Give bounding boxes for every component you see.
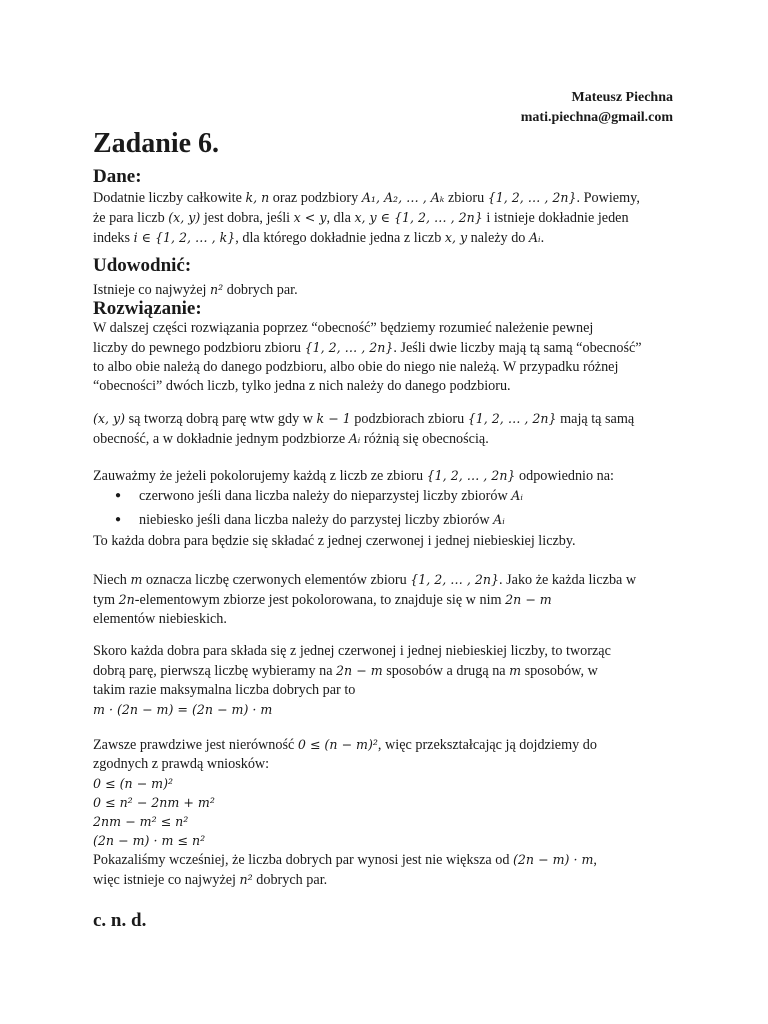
udowodnic-text: Istnieje co najwyżej n² dobrych par. xyxy=(93,282,298,298)
udowodnic-heading: Udowodnić: xyxy=(93,255,192,276)
paragraph-6: Skoro każda dobra para składa się z jednej czerwonej i jednej niebieskiej liczby, to tworząc dobrą parę, pierwszą liczbę wybieramy na 2n − m sposobów a drugą na m sposobów, w takim razie maksymalna liczba dobrych par to m · (2n − m) = (2n − m) · m xyxy=(93,642,683,719)
equation: 2nm − m² ≤ n² xyxy=(93,814,189,829)
list-item: ● niebiesko jeśli dana liczba należy do parzystej liczby zbiorów Aᵢ xyxy=(93,509,683,533)
dane-heading: Dane: xyxy=(93,166,142,187)
paragraph-5: Niech m oznacza liczbę czerwonych elementów zbioru {1, 2, … , 2n}. Jako że każda liczba w tym 2n-elementowym zbiorze jest pokolorowana, to znajduje się w nim 2n − m elementów niebieskich. xyxy=(93,572,637,627)
color-list xyxy=(93,485,683,533)
list-item: ● czerwono jeśli dana liczba należy do nieparzystej liczby zbiorów Aᵢ xyxy=(93,485,683,509)
rozwiazanie-heading: Rozwiązanie: xyxy=(93,298,202,319)
equation: m · (2n − m) = (2n − m) · m xyxy=(93,702,273,717)
paragraph-2: (x, y) są tworzą dobrą parę wtw gdy w k − 1 podzbiorach zbioru {1, 2, … , 2n} mają tą samą obecność, a w dokładnie jednym podzbiorze Aᵢ różnią się obecnością. xyxy=(93,411,635,447)
equation: 0 ≤ (n − m)² xyxy=(93,776,174,791)
equation: 0 ≤ n² − 2nm + m² xyxy=(93,795,215,810)
paragraph-7: Zawsze prawdziwe jest nierówność 0 ≤ (n − m)², więc przekształcając ją dojdziemy do zgodnych z prawdą wniosków: 0 ≤ (n − m)² 0 ≤ n² − 2nm + m² 2nm − m² ≤ n² (2n − m) · m ≤ n² Pokazaliśmy wcześniej, że liczba dobrych par wynosi jest nie większa od (2n − m) · m, więc istnieje co najwyżej n² dobrych par. xyxy=(93,735,683,890)
dane-line-1: Dodatnie liczby całkowite k, n oraz podzbiory A₁, A₂, … , Aₖ zbioru {1, 2, … , 2n}. Powiemy, xyxy=(93,190,640,206)
paragraph-3: Zauważmy że jeżeli pokolorujemy każdą z liczb ze zbioru {1, 2, … , 2n} odpowiednio na: xyxy=(93,468,614,484)
equation: (2n − m) · m ≤ n² xyxy=(93,833,206,848)
dane-line-3: indeks i ∈ {1, 2, … , k}, dla którego dokładnie jedna z liczb x, y należy do Aᵢ. xyxy=(93,230,545,246)
author-email: mati.piechna@gmail.com xyxy=(520,110,673,125)
qed-mark: c. n. d. xyxy=(93,910,147,931)
paragraph-4: To każda dobra para będzie się składać z jednej czerwonej i jednej niebieskiej liczby. xyxy=(93,533,576,549)
paragraph-1: W dalszej części rozwiązania poprzez “obecność” będziemy rozumieć należenie pewnej liczby do pewnego podzbioru zbioru {1, 2, … , 2n}. Jeśli dwie liczby mają tą samą “obecność” to albo obie należą do danego podzbioru, albo obie do niego nie należą. W przypadku różnej “obecności” dwóch liczb, tylko jedna z nich należy do danego podzbioru. xyxy=(93,320,642,394)
dane-section xyxy=(93,188,683,248)
author-name: Mateusz Piechna xyxy=(571,90,673,105)
dane-line-2: że para liczb (x, y) jest dobra, jeśli x < y, dla x, y ∈ {1, 2, … , 2n} i istnieje dokładnie jeden xyxy=(93,210,629,226)
page-title: Zadanie 6. xyxy=(93,128,220,159)
